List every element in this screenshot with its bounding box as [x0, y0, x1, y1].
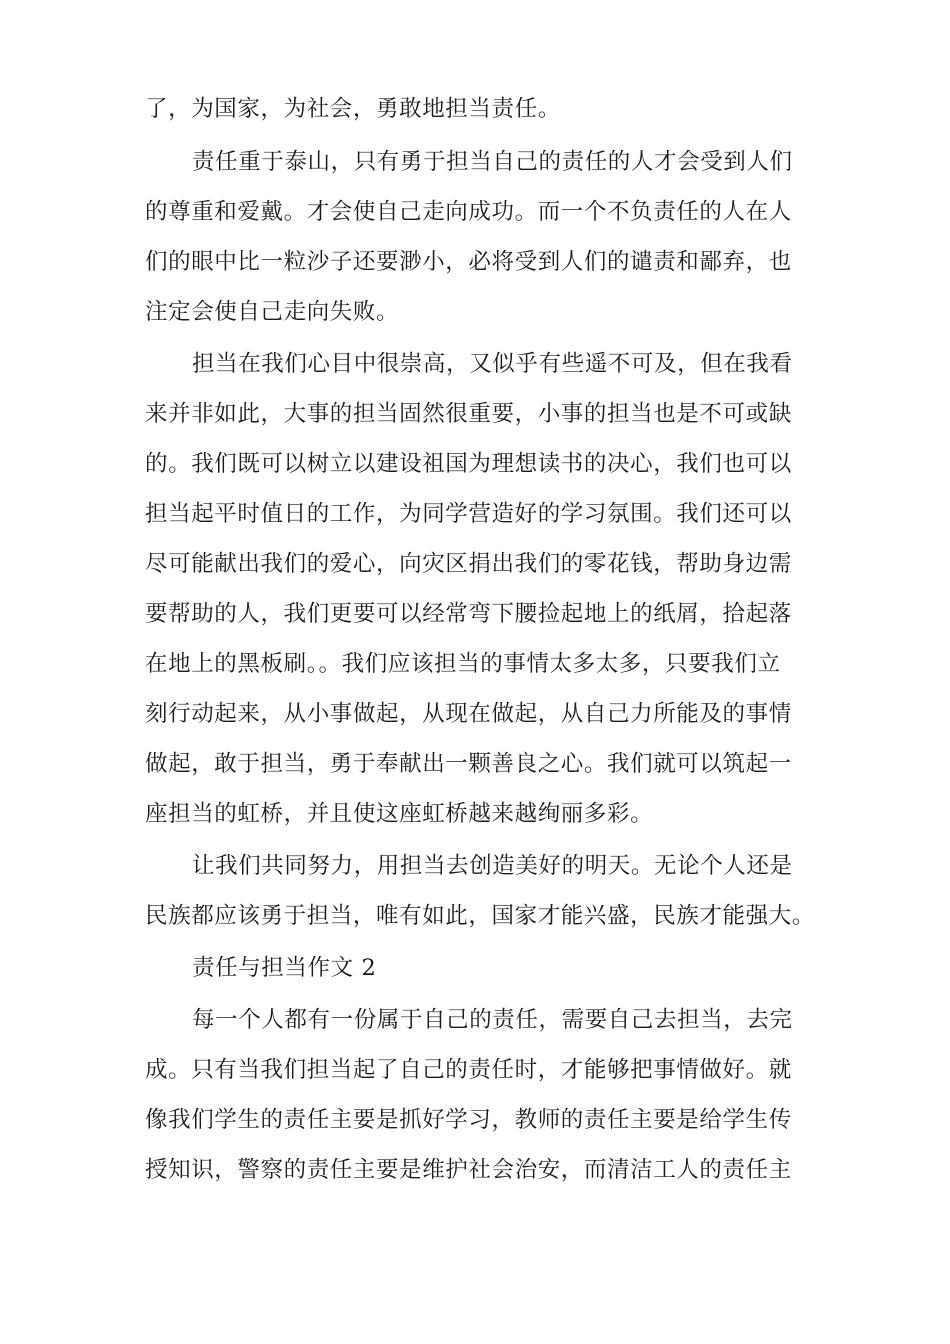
text-line: 授知识，警察的责任主要是维护社会治安，而清洁工人的责任主 [145, 1157, 792, 1183]
text-line: 尽可能献出我们的爱心，向灾区捐出我们的零花钱，帮助身边需 [145, 551, 792, 577]
text-line: 的尊重和爱戴。才会使自己走向成功。而一个不负责任的人在人 [145, 199, 792, 225]
text-line: 座担当的虹桥，并且使这座虹桥越来越绚丽多彩。 [145, 801, 654, 827]
paragraph-first-line: 每一个人都有一份属于自己的责任，需要自己去担当，去完 [192, 1007, 793, 1033]
text-line: 了，为国家，为社会，勇敢地担当责任。 [145, 96, 561, 122]
text-line: 在地上的黑板刷。。我们应该担当的事情太多太多，只要我们立 [145, 651, 781, 677]
paragraph-first-line: 担当在我们心目中很崇高，又似乎有些遥不可及，但在我看 [192, 351, 793, 377]
text-line: 民族都应该勇于担当，唯有如此，国家才能兴盛，民族才能强大。 [145, 903, 815, 929]
text-line: 来并非如此，大事的担当固然很重要，小事的担当也是不可或缺 [145, 401, 792, 427]
text-line: 成。只有当我们担当起了自己的责任时，才能够把事情做好。就 [145, 1057, 792, 1083]
text-line: 做起，敢于担当，勇于奉献出一颗善良之心。我们就可以筑起一 [145, 751, 792, 777]
text-line: 注定会使自己走向失败。 [145, 299, 400, 325]
section-heading: 责任与担当作文 2 [192, 955, 377, 981]
paragraph-first-line: 责任重于泰山，只有勇于担当自己的责任的人才会受到人们 [192, 149, 793, 175]
text-line: 的。我们既可以树立以建设祖国为理想读书的决心，我们也可以 [145, 451, 792, 477]
paragraph-first-line: 让我们共同努力，用担当去创造美好的明天。无论个人还是 [192, 853, 793, 879]
text-line: 像我们学生的责任主要是抓好学习，教师的责任主要是给学生传 [145, 1107, 792, 1133]
text-line: 要帮助的人，我们更要可以经常弯下腰捡起地上的纸屑，拾起落 [145, 601, 792, 627]
text-line: 刻行动起来，从小事做起，从现在做起，从自己力所能及的事情 [145, 701, 792, 727]
text-line: 们的眼中比一粒沙子还要渺小，必将受到人们的谴责和鄙弃，也 [145, 249, 792, 275]
text-line: 担当起平时值日的工作，为同学营造好的学习氛围。我们还可以 [145, 501, 792, 527]
